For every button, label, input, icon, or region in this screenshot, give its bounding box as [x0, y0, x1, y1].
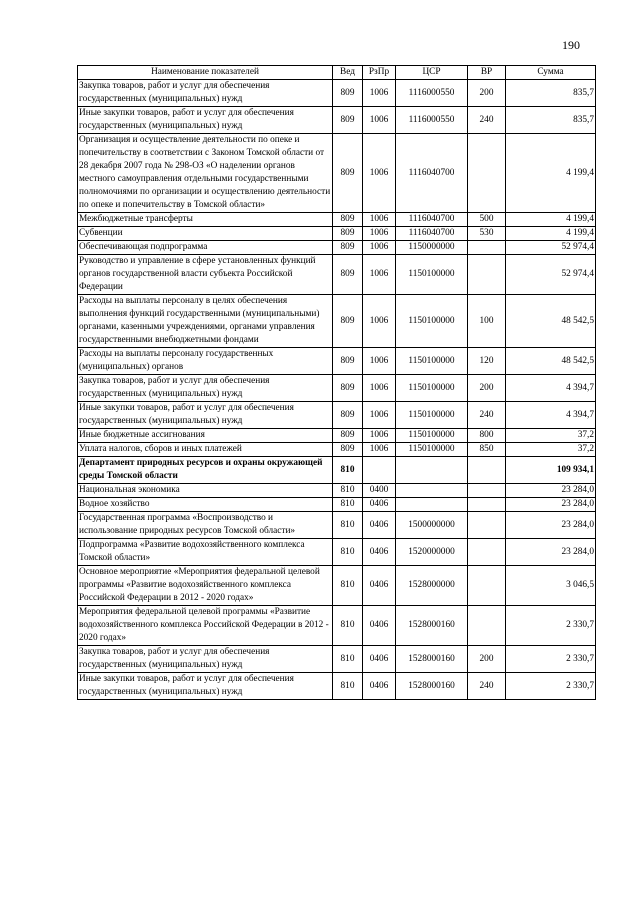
row-sum-cell: 4 199,4	[506, 213, 596, 227]
row-rzpr-cell: 1006	[363, 295, 396, 348]
row-csr-cell: 1150100000	[396, 402, 468, 429]
row-rzpr-cell: 1006	[363, 80, 396, 107]
row-ved-cell: 809	[333, 80, 363, 107]
row-rzpr-cell: 0406	[363, 566, 396, 606]
row-name-cell: Департамент природных ресурсов и охраны окружающей среды Томской области	[78, 457, 333, 484]
row-sum-cell: 3 046,5	[506, 566, 596, 606]
row-vr-cell: 240	[468, 402, 506, 429]
table-row	[78, 375, 596, 402]
table-row	[78, 539, 596, 566]
column-header-vr: ВР	[468, 66, 506, 80]
row-rzpr-cell: 1006	[363, 255, 396, 295]
row-name-cell: Иные закупки товаров, работ и услуг для обеспечения государственных (муниципальных) нужд	[78, 673, 333, 700]
row-sum-cell: 4 394,7	[506, 402, 596, 429]
row-name-cell: Субвенции	[78, 227, 333, 241]
row-rzpr-cell: 0400	[363, 484, 396, 498]
row-sum-cell: 2 330,7	[506, 606, 596, 646]
row-csr-cell: 1150100000	[396, 375, 468, 402]
row-vr-cell: 240	[468, 673, 506, 700]
table-row	[78, 348, 596, 375]
row-ved-cell: 809	[333, 443, 363, 457]
row-name-cell: Национальная экономика	[78, 484, 333, 498]
row-vr-cell	[468, 134, 506, 213]
row-name-cell: Водное хозяйство	[78, 498, 333, 512]
row-vr-cell: 200	[468, 646, 506, 673]
row-rzpr-cell: 1006	[363, 107, 396, 134]
row-rzpr-cell: 0406	[363, 498, 396, 512]
row-sum-cell: 109 934,1	[506, 457, 596, 484]
row-ved-cell: 809	[333, 348, 363, 375]
row-csr-cell: 1150100000	[396, 348, 468, 375]
row-rzpr-cell: 0406	[363, 512, 396, 539]
row-name-cell: Закупка товаров, работ и услуг для обеспечения государственных (муниципальных) нужд	[78, 80, 333, 107]
row-sum-cell: 48 542,5	[506, 348, 596, 375]
row-ved-cell: 809	[333, 241, 363, 255]
row-name-cell: Обеспечивающая подпрограмма	[78, 241, 333, 255]
row-rzpr-cell: 0406	[363, 606, 396, 646]
row-ved-cell: 810	[333, 512, 363, 539]
row-name-cell: Расходы на выплаты персоналу в целях обеспечения выполнения функций государственными (муниципальными) органами, казенными учреждениями, органами управления государственными внебюджетными фондами	[78, 295, 333, 348]
table-row	[78, 606, 596, 646]
row-rzpr-cell: 1006	[363, 375, 396, 402]
row-sum-cell: 23 284,0	[506, 512, 596, 539]
row-vr-cell	[468, 255, 506, 295]
row-name-cell: Государственная программа «Воспроизводство и использование природных ресурсов Томской области»	[78, 512, 333, 539]
row-csr-cell: 1528000000	[396, 566, 468, 606]
row-rzpr-cell: 1006	[363, 348, 396, 375]
row-rzpr-cell: 0406	[363, 646, 396, 673]
row-ved-cell: 809	[333, 255, 363, 295]
row-rzpr-cell: 0406	[363, 539, 396, 566]
row-ved-cell: 810	[333, 673, 363, 700]
row-ved-cell: 809	[333, 213, 363, 227]
row-name-cell: Мероприятия федеральной целевой программы «Развитие водохозяйственного комплекса Российской Федерации в 2012 - 2020 годах»	[78, 606, 333, 646]
row-vr-cell: 200	[468, 80, 506, 107]
row-rzpr-cell: 1006	[363, 443, 396, 457]
row-sum-cell: 23 284,0	[506, 539, 596, 566]
row-sum-cell: 2 330,7	[506, 673, 596, 700]
row-name-cell: Расходы на выплаты персоналу государственных (муниципальных) органов	[78, 348, 333, 375]
table-header	[78, 66, 596, 80]
row-csr-cell: 1116000550	[396, 107, 468, 134]
column-header-name: Наименование показателей	[78, 66, 333, 80]
row-csr-cell: 1116040700	[396, 134, 468, 213]
row-vr-cell: 800	[468, 429, 506, 443]
table-row	[78, 213, 596, 227]
row-ved-cell: 810	[333, 539, 363, 566]
row-vr-cell: 100	[468, 295, 506, 348]
page-number: 190	[562, 38, 580, 52]
row-vr-cell	[468, 606, 506, 646]
row-vr-cell: 530	[468, 227, 506, 241]
row-name-cell: Руководство и управление в сфере установленных функций органов государственной власти субъекта Российской Федерации	[78, 255, 333, 295]
row-ved-cell: 809	[333, 402, 363, 429]
row-vr-cell	[468, 566, 506, 606]
row-csr-cell: 1116040700	[396, 213, 468, 227]
row-sum-cell: 52 974,4	[506, 255, 596, 295]
table-row	[78, 457, 596, 484]
row-name-cell: Иные закупки товаров, работ и услуг для обеспечения государственных (муниципальных) нужд	[78, 107, 333, 134]
row-ved-cell: 809	[333, 227, 363, 241]
row-csr-cell: 1150100000	[396, 429, 468, 443]
row-rzpr-cell	[363, 457, 396, 484]
row-ved-cell: 809	[333, 134, 363, 213]
row-ved-cell: 810	[333, 484, 363, 498]
row-csr-cell: 1150100000	[396, 255, 468, 295]
row-rzpr-cell: 1006	[363, 241, 396, 255]
row-vr-cell	[468, 457, 506, 484]
row-ved-cell: 809	[333, 107, 363, 134]
row-csr-cell: 1528000160	[396, 673, 468, 700]
row-sum-cell: 23 284,0	[506, 498, 596, 512]
row-csr-cell: 1500000000	[396, 512, 468, 539]
row-sum-cell: 37,2	[506, 429, 596, 443]
row-vr-cell	[468, 539, 506, 566]
table-row	[78, 429, 596, 443]
row-csr-cell	[396, 457, 468, 484]
row-sum-cell: 37,2	[506, 443, 596, 457]
row-sum-cell: 835,7	[506, 107, 596, 134]
row-name-cell: Иные закупки товаров, работ и услуг для обеспечения государственных (муниципальных) нужд	[78, 402, 333, 429]
table-row	[78, 443, 596, 457]
row-rzpr-cell: 1006	[363, 213, 396, 227]
row-sum-cell: 4 394,7	[506, 375, 596, 402]
row-name-cell: Межбюджетные трансферты	[78, 213, 333, 227]
row-name-cell: Закупка товаров, работ и услуг для обеспечения государственных (муниципальных) нужд	[78, 646, 333, 673]
row-sum-cell: 4 199,4	[506, 134, 596, 213]
column-header-csr: ЦСР	[396, 66, 468, 80]
row-ved-cell: 810	[333, 566, 363, 606]
row-sum-cell: 2 330,7	[506, 646, 596, 673]
table-row	[78, 227, 596, 241]
table-row	[78, 134, 596, 213]
row-rzpr-cell: 1006	[363, 429, 396, 443]
column-header-rzpr: РзПр	[363, 66, 396, 80]
table-body	[78, 80, 596, 700]
table-row	[78, 484, 596, 498]
row-name-cell: Подпрограмма «Развитие водохозяйственного комплекса Томской области»	[78, 539, 333, 566]
column-header-ved: Вед	[333, 66, 363, 80]
row-csr-cell: 1520000000	[396, 539, 468, 566]
row-ved-cell: 810	[333, 457, 363, 484]
row-name-cell: Уплата налогов, сборов и иных платежей	[78, 443, 333, 457]
row-rzpr-cell: 1006	[363, 402, 396, 429]
table-row	[78, 566, 596, 606]
row-sum-cell: 23 284,0	[506, 484, 596, 498]
table-row	[78, 646, 596, 673]
row-csr-cell: 1150100000	[396, 443, 468, 457]
table-row	[78, 512, 596, 539]
row-name-cell: Основное мероприятие «Мероприятия федеральной целевой программы «Развитие водохозяйственного комплекса Российской Федерации в 2012 - 2020 годах»	[78, 566, 333, 606]
row-csr-cell: 1528000160	[396, 606, 468, 646]
row-vr-cell: 240	[468, 107, 506, 134]
row-vr-cell	[468, 241, 506, 255]
column-header-sum: Сумма	[506, 66, 596, 80]
row-ved-cell: 809	[333, 295, 363, 348]
row-sum-cell: 4 199,4	[506, 227, 596, 241]
table-row	[78, 498, 596, 512]
row-vr-cell: 500	[468, 213, 506, 227]
row-name-cell: Организация и осуществление деятельности по опеке и попечительству в соответствии с Законом Томской области от 28 декабря 2007 года № 298-ОЗ «О наделении органов местного самоуправления отдельными государственными полномочиями по организации и осуществлению деятельности по опеке и попечительству в Томской области»	[78, 134, 333, 213]
row-rzpr-cell: 0406	[363, 673, 396, 700]
table-row	[78, 295, 596, 348]
row-ved-cell: 810	[333, 606, 363, 646]
row-vr-cell: 200	[468, 375, 506, 402]
row-ved-cell: 809	[333, 429, 363, 443]
row-name-cell: Иные бюджетные ассигнования	[78, 429, 333, 443]
row-csr-cell: 1150100000	[396, 295, 468, 348]
row-sum-cell: 52 974,4	[506, 241, 596, 255]
budget-table	[77, 65, 596, 700]
row-csr-cell: 1528000160	[396, 646, 468, 673]
row-vr-cell	[468, 498, 506, 512]
row-sum-cell: 48 542,5	[506, 295, 596, 348]
row-sum-cell: 835,7	[506, 80, 596, 107]
row-csr-cell	[396, 484, 468, 498]
row-csr-cell: 1150000000	[396, 241, 468, 255]
table-row	[78, 241, 596, 255]
row-rzpr-cell: 1006	[363, 134, 396, 213]
row-ved-cell: 809	[333, 375, 363, 402]
row-vr-cell: 120	[468, 348, 506, 375]
row-vr-cell	[468, 484, 506, 498]
table-row	[78, 107, 596, 134]
row-vr-cell	[468, 512, 506, 539]
row-ved-cell: 810	[333, 498, 363, 512]
row-ved-cell: 810	[333, 646, 363, 673]
table-row	[78, 402, 596, 429]
table-row	[78, 255, 596, 295]
row-rzpr-cell: 1006	[363, 227, 396, 241]
table-row	[78, 673, 596, 700]
table-row	[78, 80, 596, 107]
row-csr-cell: 1116000550	[396, 80, 468, 107]
row-csr-cell: 1116040700	[396, 227, 468, 241]
row-vr-cell: 850	[468, 443, 506, 457]
row-csr-cell	[396, 498, 468, 512]
row-name-cell: Закупка товаров, работ и услуг для обеспечения государственных (муниципальных) нужд	[78, 375, 333, 402]
